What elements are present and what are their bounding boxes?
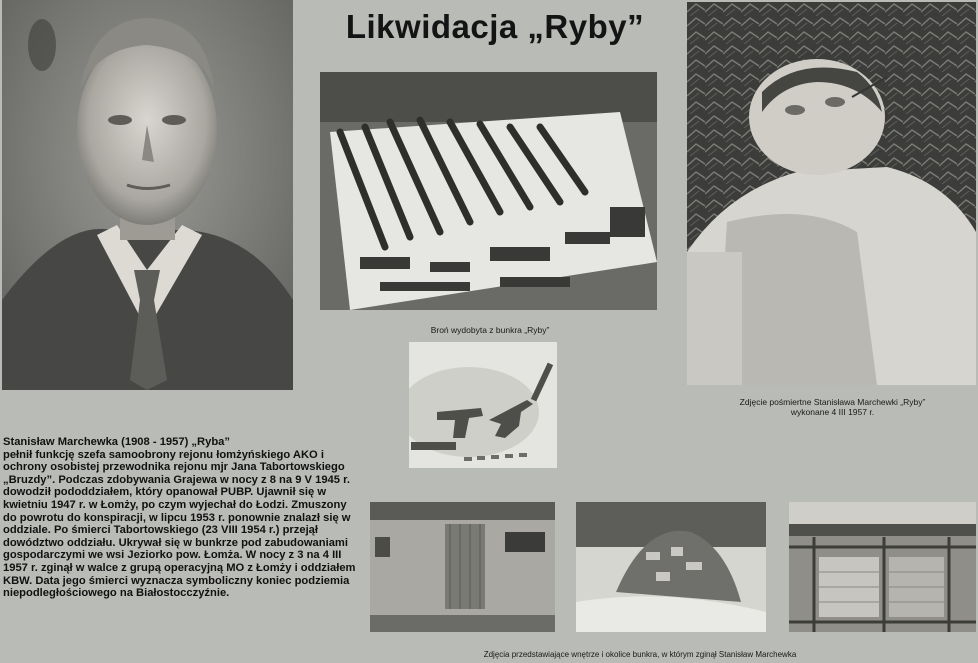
- postmortem-caption-line1: Zdjęcie pośmiertne Stanisława Marchewki „Ryby”: [739, 397, 926, 407]
- bunker-wall-photo: [370, 502, 555, 632]
- biography-body: pełnił funkcję szefa samoobrony rejonu łomżyńskiego AKO i ochrony osobistej przewodnika rejonu mjr Jana Tabortowskiego „Bruzdy”. Podczas zdobywania Grajewa w nocy z 8 na 9 V 1945 r. dowodził pododdziałem, który opanował PUBP. Ujawnił się w kwietniu 1947 r. w Łomży, po czym wyjechał do Łodzi. Zmuszony do powrotu do konspiracji, w lipcu 1953 r. ponownie znalazł się w oddziale. Po śmierci Tabortowskiego (23 VIII 1954 r.) przejął dowództwo oddziału. Ukrywał się w bunkrze pod zabudowaniami gospodarczymi we wsi Jeziorko pow. Łomża. W nocy z 3 na 4 III 1957 r. zginął w walce z grupą operacyjną MO z Łomży i oddziałem KBW. Data jego śmierci wyznacza symboliczny koniec podziemia niepodległościowego na Białostocczyźnie.: [3, 448, 356, 600]
- page-title: Likwidacja „Ryby”: [345, 8, 645, 45]
- bunker-interior-photo: [789, 502, 976, 632]
- pistols-photo: [409, 342, 557, 468]
- weapons-caption: Broń wydobyta z bunkra „Ryby”: [430, 325, 550, 335]
- postmortem-photo: [687, 2, 976, 385]
- biography-heading: Stanisław Marchewka (1908 - 1957) „Ryba”: [3, 436, 230, 448]
- postmortem-caption-line2: wykonane 4 III 1957 r.: [790, 407, 875, 417]
- bunker-rubble-photo: [576, 502, 766, 632]
- weapons-photo: [320, 72, 657, 310]
- biography-text: [3, 436, 363, 600]
- portrait-photo: [2, 0, 293, 390]
- bunker-caption: Zdjęcia przedstawiające wnętrze i okolice bunkra, w którym zginął Stanisław Marchewka: [483, 650, 797, 659]
